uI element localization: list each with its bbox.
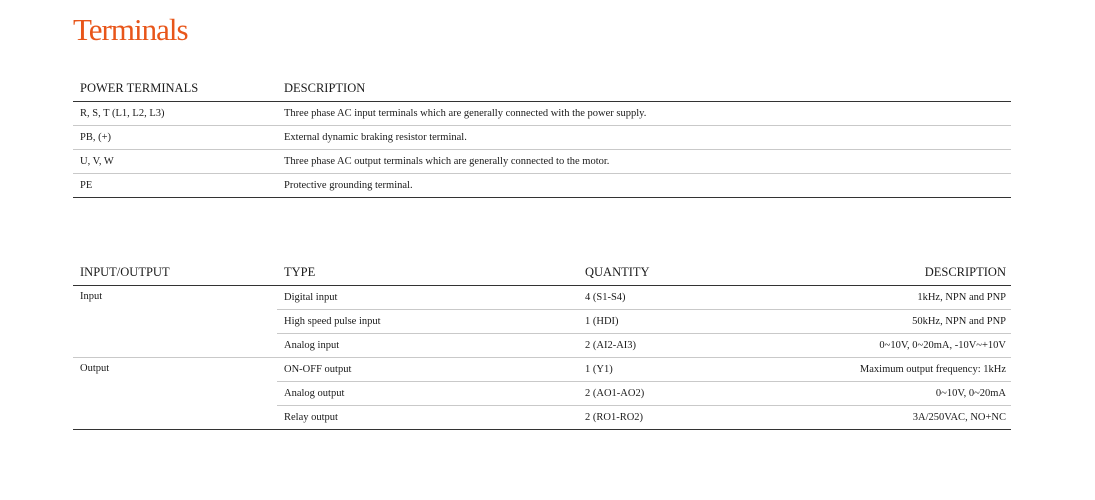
description-cell: Protective grounding terminal. <box>277 174 1011 198</box>
column-header-input-output: INPUT/OUTPUT <box>73 260 277 286</box>
terminal-cell: R, S, T (L1, L2, L3) <box>73 102 277 126</box>
description-cell: Three phase AC input terminals which are generally connected with the power supply. <box>277 102 1011 126</box>
table-row <box>73 358 1011 382</box>
quantity-cell: 1 (HDI) <box>578 310 785 334</box>
quantity-cell: 2 (AO1-AO2) <box>578 382 785 406</box>
table-row <box>73 126 1011 150</box>
table-row <box>73 150 1011 174</box>
column-header-quantity: QUANTITY <box>578 260 785 286</box>
quantity-cell: 2 (RO1-RO2) <box>578 406 785 430</box>
type-cell: Relay output <box>277 406 578 430</box>
type-cell: High speed pulse input <box>277 310 578 334</box>
input-output-table <box>73 260 1011 430</box>
description-cell: Three phase AC output terminals which are generally connected to the motor. <box>277 150 1011 174</box>
group-label-output: Output <box>73 358 277 430</box>
table-row <box>73 174 1011 198</box>
group-label-input: Input <box>73 286 277 358</box>
column-header-power-terminals: POWER TERMINALS <box>73 76 277 102</box>
description-cell: 0~10V, 0~20mA, -10V~+10V <box>785 334 1011 358</box>
power-terminals-table <box>73 76 1011 198</box>
table-row <box>73 102 1011 126</box>
terminal-cell: U, V, W <box>73 150 277 174</box>
type-cell: Analog output <box>277 382 578 406</box>
column-header-type: TYPE <box>277 260 578 286</box>
table-row <box>73 286 1011 310</box>
quantity-cell: 2 (AI2-AI3) <box>578 334 785 358</box>
description-cell: External dynamic braking resistor terminal. <box>277 126 1011 150</box>
column-header-description: DESCRIPTION <box>785 260 1011 286</box>
description-cell: 1kHz, NPN and PNP <box>785 286 1011 310</box>
description-cell: Maximum output frequency: 1kHz <box>785 358 1011 382</box>
type-cell: Analog input <box>277 334 578 358</box>
quantity-cell: 1 (Y1) <box>578 358 785 382</box>
description-cell: 3A/250VAC, NO+NC <box>785 406 1011 430</box>
terminal-cell: PE <box>73 174 277 198</box>
column-header-description: DESCRIPTION <box>277 76 1011 102</box>
quantity-cell: 4 (S1-S4) <box>578 286 785 310</box>
description-cell: 50kHz, NPN and PNP <box>785 310 1011 334</box>
type-cell: Digital input <box>277 286 578 310</box>
terminal-cell: PB, (+) <box>73 126 277 150</box>
description-cell: 0~10V, 0~20mA <box>785 382 1011 406</box>
type-cell: ON-OFF output <box>277 358 578 382</box>
page-title: Terminals <box>73 12 188 47</box>
